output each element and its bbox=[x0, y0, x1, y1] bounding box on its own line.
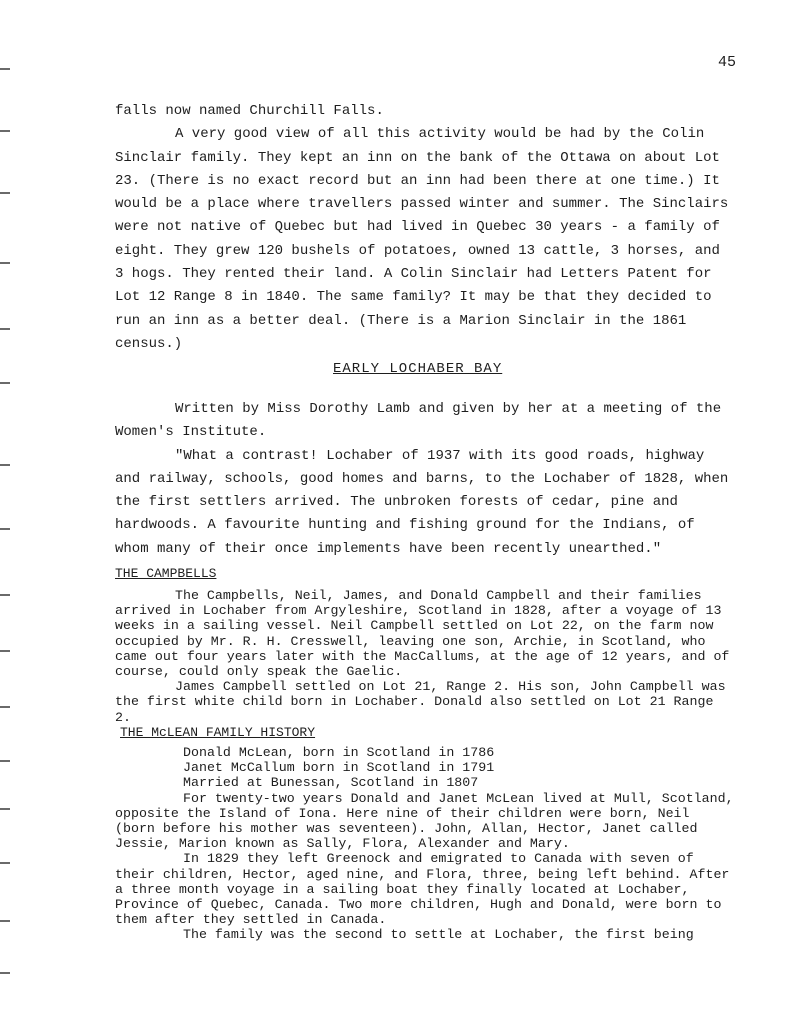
campbells-heading: THE CAMPBELLS bbox=[115, 566, 217, 581]
margin-mark bbox=[0, 920, 10, 922]
margin-mark bbox=[0, 192, 10, 194]
margin-mark bbox=[0, 464, 10, 466]
page-number: 45 bbox=[718, 54, 737, 71]
margin-mark bbox=[0, 130, 10, 132]
mclean-fact: Janet McCallum born in Scotland in 1791 bbox=[183, 760, 495, 776]
mclean-heading: THE McLEAN FAMILY HISTORY bbox=[120, 725, 316, 740]
campbells-section bbox=[115, 588, 735, 725]
intro-paragraph: A very good view of all this activity would be had by the Colin Sinclair family. They kept an inn on the bank of the Ottawa on about Lot 23. (There is no exact record but an inn had been there at one time.) It would be a place where travellers passed winter and summer. The Sinclairs were not native of Quebec but had lived in Quebec 30 years - a family of eight. They grew 120 bushels of potatoes, owned 13 cattle, 3 horses, and 3 hogs. They rented their land. A Colin Sinclair had Letters Patent for Lot 12 Range 8 in 1840. The same family? It may be that they decided to run an inn as a better deal. (There is a Marion Sinclair in the 1861 census.) bbox=[115, 126, 729, 352]
campbells-paragraph: The Campbells, Neil, James, and Donald Campbell and their families arrived in Lochaber from Argyleshire, Scotland in 1828, after a voyage of 13 weeks in a sailing vessel. Neil Campbell settled on Lot 22, on the farm now occupied by Mr. R. H. Cresswell, leaving one son, Archie, in Scotland, who came out four years later with the MacCallums, at the age of 12 years, and of course, could only speak the Gaelic. bbox=[115, 588, 730, 680]
early-lochaber-heading: EARLY LOCHABER BAY bbox=[333, 361, 503, 377]
mclean-fact: Married at Bunessan, Scotland in 1807 bbox=[183, 775, 479, 791]
early-lochaber-paragraph: Written by Miss Dorothy Lamb and given by her at a meeting of the Women's Institute. bbox=[115, 401, 722, 441]
early-lochaber-section bbox=[115, 398, 735, 561]
margin-mark bbox=[0, 862, 10, 864]
margin-mark bbox=[0, 594, 10, 596]
margin-mark bbox=[0, 262, 10, 264]
margin-mark bbox=[0, 68, 10, 70]
margin-mark bbox=[0, 760, 10, 762]
mclean-paragraph: The family was the second to settle at Lochaber, the first being bbox=[183, 927, 694, 943]
mclean-paragraph: For twenty-two years Donald and Janet McLean lived at Mull, Scotland, opposite the Island of Iona. Here nine of their children were born, Neil (born before his mother was seventeen). John, Allan, Hector, Janet called Jessie, Marion known as Sally, Flora, Alexander and Mary. bbox=[115, 790, 734, 852]
margin-mark bbox=[0, 972, 10, 974]
margin-mark bbox=[0, 382, 10, 384]
intro-paragraph: falls now named Churchill Falls. bbox=[115, 103, 384, 119]
intro-section bbox=[115, 100, 735, 356]
margin-mark bbox=[0, 650, 10, 652]
margin-mark bbox=[0, 706, 10, 708]
mclean-section bbox=[115, 745, 735, 943]
margin-mark bbox=[0, 808, 10, 810]
early-lochaber-paragraph: "What a contrast! Lochaber of 1937 with its good roads, highway and railway, schools, good homes and barns, to the Lochaber of 1828, when the first settlers arrived. The unbroken forests of cedar, pine and hardwoods. A favourite hunting and fishing ground for the Indians, of whom many of their once implements have been recently unearthed." bbox=[115, 447, 729, 557]
mclean-paragraph: In 1829 they left Greenock and emigrated to Canada with seven of their children, Hector, aged nine, and Flora, three, being left behind. After a three month voyage in a sailing boat they finally located at Lochaber, Province of Quebec, Canada. Two more children, Hugh and Donald, were born to them after they settled in Canada. bbox=[115, 851, 730, 928]
margin-mark bbox=[0, 328, 10, 330]
mclean-fact: Donald McLean, born in Scotland in 1786 bbox=[183, 745, 495, 760]
campbells-paragraph: James Campbell settled on Lot 21, Range 2. His son, John Campbell was the first white child born in Lochaber. Donald also settled on Lot 21 Range 2. bbox=[115, 679, 726, 725]
margin-mark bbox=[0, 528, 10, 530]
